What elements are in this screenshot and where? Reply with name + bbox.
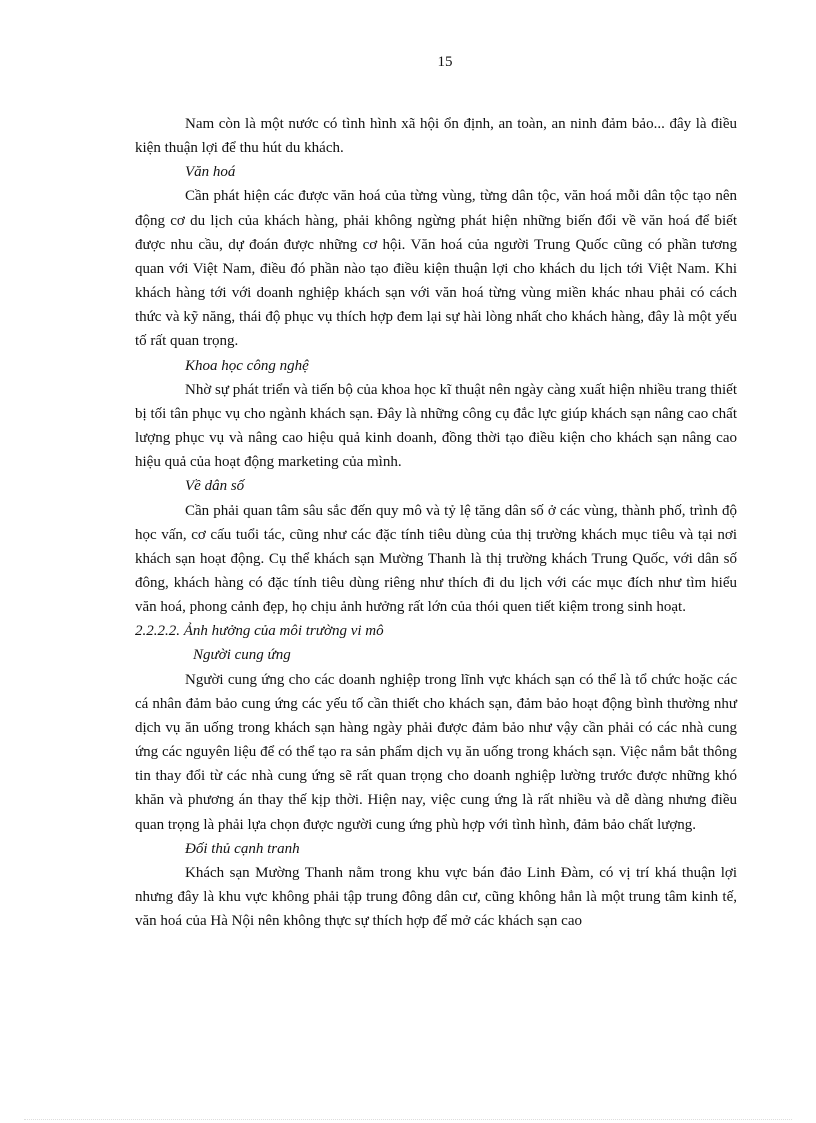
page-bottom-rule xyxy=(24,1119,792,1120)
heading-van-hoa: Văn hoá xyxy=(185,164,236,181)
paragraph-doi-thu-canh-tranh: Khách sạn Mường Thanh nằm trong khu vực bán đảo Linh Đàm, có vị trí khá thuận lợi nhưng đây là khu vực không phải tập trung đông dân cư, cũng không hẳn là một trung tâm kinh tế, văn hoá của Hà Nội nên không thực sự thích hợp để mở các khách sạn cao xyxy=(135,864,737,930)
document-body xyxy=(135,112,737,933)
paragraph-intro-continued: Nam còn là một nước có tình hình xã hội ổn định, an toàn, an ninh đảm bảo... đây là điều kiện thuận lợi để thu hút du khách. xyxy=(135,116,737,157)
paragraph-nguoi-cung-ung: Người cung ứng cho các doanh nghiệp trong lĩnh vực khách sạn có thể là tổ chức hoặc các cá nhân đảm bảo cung ứng các yếu tố cần thiết cho khách sạn, đảm bảo hoạt động bình thường như dịch vụ ăn uống trong khách sạn hàng ngày phải được đảm bảo như vậy cần phải có các nhà cung ứng các nguyên liệu để có thể tạo ra sản phẩm dịch vụ ăn uống trong khách sạn. Việc nắm bắt thông tin thay đổi từ các nhà cung ứng sẽ rất quan trọng cho doanh nghiệp lường trước được những khó khăn và phương án thay thế kịp thời. Hiện nay, việc cung ứng là rất nhiều và dễ dàng nhưng điều quan trọng là phải lựa chọn được người cung ứng phù hợp với tình hình, đảm bảo chất lượng. xyxy=(135,671,737,833)
paragraph-khoa-hoc-cong-nghe: Nhờ sự phát triển và tiến bộ của khoa học kĩ thuật nên ngày càng xuất hiện nhiều trang thiết bị tối tân phục vụ cho ngành khách sạn. Đây là những công cụ đắc lực giúp khách sạn nâng cao chất lượng phục vụ và nâng cao hiệu quả kinh doanh, đồng thời tạo điều kiện cho khách sạn nâng cao hiệu quả của hoạt động marketing của mình. xyxy=(135,381,737,471)
heading-khoa-hoc-cong-nghe: Khoa học công nghệ xyxy=(185,357,309,374)
paragraph-van-hoa: Cần phát hiện các được văn hoá của từng vùng, từng dân tộc, văn hoá mỗi dân tộc tạo nên động cơ du lịch của khách hàng, phải không ngừng phát hiện những biến đổi về văn hoá để biết được nhu cầu, dự đoán được những cơ hội. Văn hoá của người Trung Quốc cũng có phần tương quan với Việt Nam, điều đó phần nào tạo điều kiện thuận lợi cho khách du lịch tới Việt Nam. Khi khách hàng tới với doanh nghiệp khách sạn với văn hoá từng vùng miền khác nhau phải có cách thức và kỹ năng, thái độ phục vụ thích hợp đem lại sự hài lòng nhất cho khách hàng, đây là một yếu tố rất quan trọng. xyxy=(135,188,737,350)
section-heading-moi-truong-vi-mo: 2.2.2.2. Ảnh hưởng của môi trường vi mô xyxy=(135,623,384,640)
heading-nguoi-cung-ung: Người cung ứng xyxy=(193,647,291,664)
page-number: 15 xyxy=(437,54,453,70)
heading-doi-thu-canh-tranh: Đối thủ cạnh tranh xyxy=(185,840,300,857)
heading-ve-dan-so: Về dân số xyxy=(185,478,245,495)
paragraph-ve-dan-so: Cần phải quan tâm sâu sắc đến quy mô và tỷ lệ tăng dân số ở các vùng, thành phố, trình độ học vấn, cơ cấu tuổi tác, cũng như các đặc tính tiêu dùng của thị trường khách mục tiêu và tại nơi khách sạn hoạt động. Cụ thể khách sạn Mường Thanh là thị trường khách Trung Quốc, với dân số đông, khách hàng có đặc tính tiêu dùng riêng như thích đi du lịch với các mục đích như tìm hiểu văn hoá, phong cảnh đẹp, họ chịu ảnh hưởng rất lớn của thói quen tiết kiệm trong sinh hoạt. xyxy=(135,502,737,616)
